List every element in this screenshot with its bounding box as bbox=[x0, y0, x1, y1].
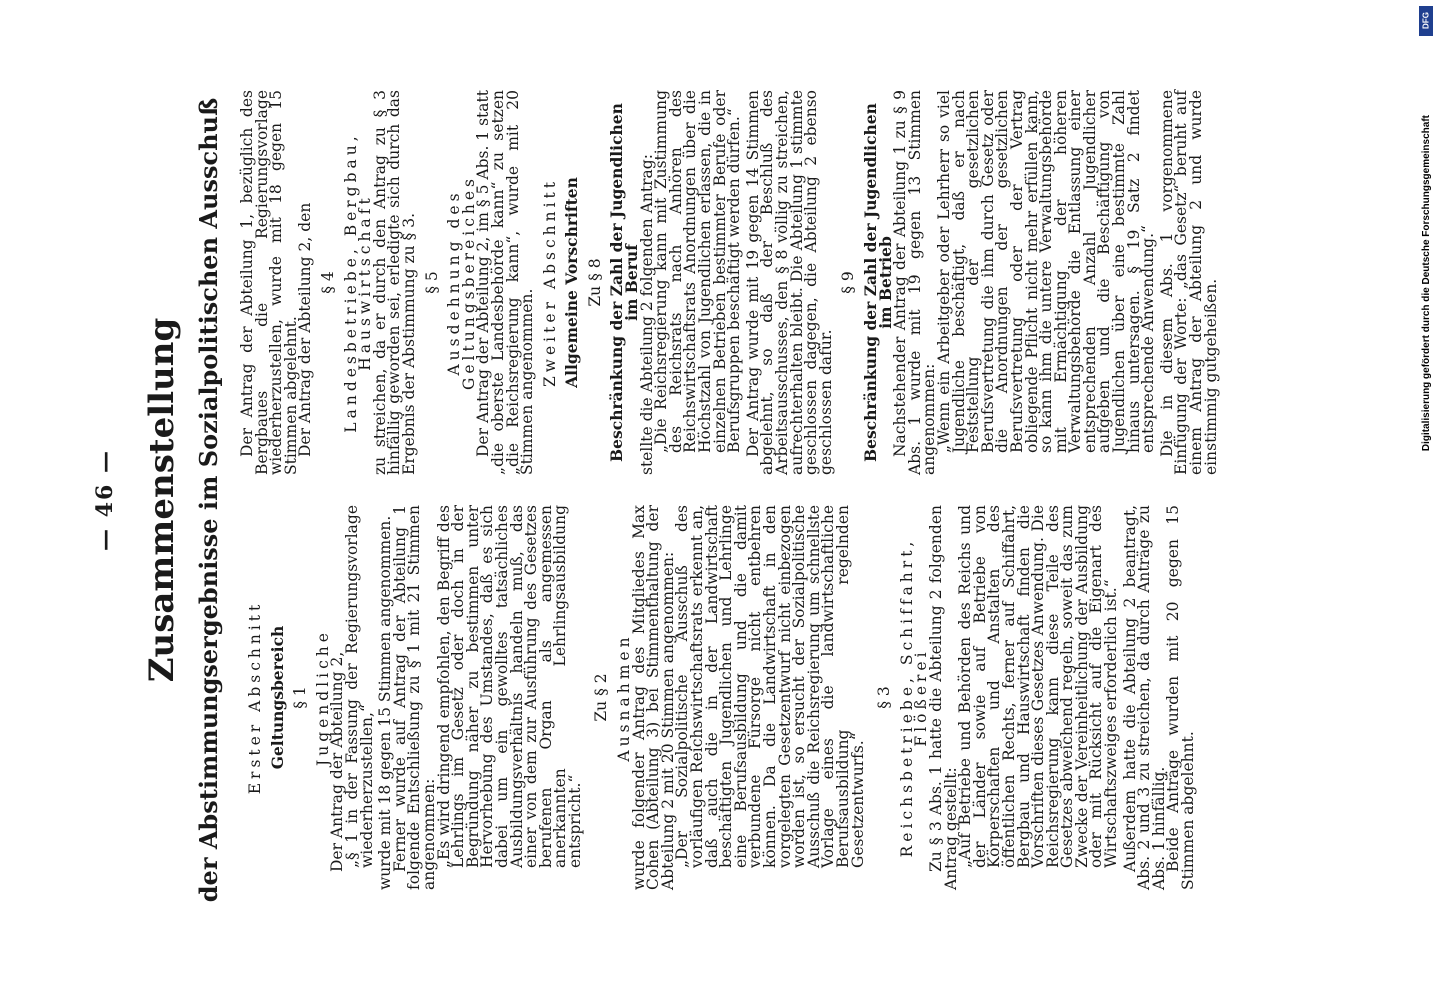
document-title: Zusammenstellung bbox=[142, 317, 182, 683]
left-column-paragraph: Außerdem hatte die Abteilung 2 beantragt, Abs. 2 und 3 zu streichen, da durch Anträge zu Abs. 1 hinfällig. bbox=[1120, 505, 1168, 890]
left-column-paragraph: „§ 1 in der Fassung der Regierungsvorlage wiederherzustellen,“ bbox=[342, 505, 376, 868]
left-column-paragraph: Zu § 3 Abs. 1 hatte die Abteilung 2 folgenden Antrag gestellt: bbox=[926, 505, 960, 890]
right-column-paragraph: „Wenn ein Arbeitgeber oder Lehrherr so viel Jugendliche beschäftigt, daß er nach Feststellung der gesetzlichen Berufsvertretung die ihm durch Gesetz oder die Anordnungen der gesetzlichen Berufsvertretung oder der Vertrag obliegende Pflicht nicht mehr erfüllen kann, so kann ihm die untere Verwaltungsbehörde mit Ermächtigung der höheren Verwaltungsbehörde die Entlassung einer entsprechenden Anzahl Jugendlicher aufgeben und die Beschäftigung von Jugendlichen über eine bestimmte Zahl hinaus untersagen. § 19 Satz 2 findet entsprechende Anwendung.“ bbox=[934, 90, 1158, 453]
left-column-paragraph: Erster Abschnitt bbox=[246, 600, 264, 795]
right-column-paragraph: Der Antrag der Abteilung 2, den bbox=[296, 202, 315, 457]
digitization-credit: Digitalisierung gefördert durch die Deutsche Forschungsgemeinschaft bbox=[1421, 115, 1432, 452]
right-column-paragraph: § 4 bbox=[318, 271, 337, 294]
left-column-paragraph: Ausnahmen bbox=[615, 633, 634, 762]
right-column-paragraph: Zu § 8 bbox=[585, 258, 604, 307]
left-column-paragraph: Ferner wurde auf Antrag der Abteilung 1 folgende Entschließung zu § 1 mit 21 Stimmen angenommen: bbox=[390, 505, 438, 890]
right-column-paragraph: § 9 bbox=[839, 271, 858, 294]
left-column-paragraph: „Der Sozialpolitische Ausschuß des vorläufigen Reichswirtschaftsrats erkennt an, daß auch die in der Landwirtschaft beschäftigten Jugendlichen und Lehrlinge eine Berufsausbildung und die damit verbundene Fürsorge nicht entbehren können. Da die Landwirtschaft in den vorgelegten Gesetzentwurf nicht einbezogen worden ist, so ersucht der Sozialpolitische Ausschuß die Reichsregierung um schnellste Vorlage eines die landwirtschaftliche Berufsausbildung regelnden Gesetzentwurfs.“ bbox=[673, 505, 867, 868]
document-subtitle: der Abstimmungsergebnisse im Sozialpolitischen Ausschuß bbox=[194, 97, 223, 903]
right-column-paragraph: Nachstehender Antrag der Abteilung 1 zu § 9 Abs. 1 wurde mit 19 gegen 13 Stimmen angenommen: bbox=[891, 90, 939, 475]
right-column-paragraph: „Die Reichsregierung kann mit Zustimmung des Reichsrats nach Anhören des Reichswirtschaftsrats Anordnungen über die Höchstzahl von Jugendlichen erlassen, die in einzelnen Betrieben bestimmter Berufe oder Berufsgruppen beschäftigt werden dürfen.“ bbox=[652, 90, 744, 453]
right-column-paragraph: § 5 bbox=[422, 271, 441, 294]
left-column-paragraph: wurde mit 18 gegen 15 Stimmen angenommen. bbox=[376, 515, 395, 890]
right-column-paragraph: Zweiter Abschnitt bbox=[540, 177, 559, 388]
right-column-paragraph: Landesbetriebe, Bergbau, Hauswirtschaft bbox=[341, 132, 375, 433]
left-column-paragraph: wurde folgender Antrag des Mitgliedes Max Cohen (Abteilung 3) bei Stimmenthaltung der Abteilung 2 mit 20 Stimmen angenommen: bbox=[629, 505, 677, 890]
left-text-column bbox=[240, 505, 1196, 890]
digitization-credit-strip bbox=[1418, 0, 1434, 1000]
page-number: — 46 — bbox=[92, 449, 118, 551]
left-column-paragraph: § 3 bbox=[875, 686, 894, 709]
left-column-paragraph: Der Antrag der Abteilung 2, bbox=[328, 651, 347, 872]
left-column-paragraph: Geltungsbereich bbox=[267, 625, 287, 770]
right-column-paragraph: zu streichen, da er durch den Antrag zu § 3 hinfällig geworden sei, erledigte sich durch das Ergebnis der Abstimmung zu § 3. bbox=[370, 90, 418, 475]
right-column-paragraph: Der Antrag der Abteilung 1, bezüglich des Bergbaues die Regierungsvorlage wiederherzustellen, wurde mit 18 gegen 15 Stimmen abgelehnt. bbox=[238, 90, 300, 475]
left-column-paragraph: § 1 bbox=[291, 686, 310, 709]
left-column-paragraph: Zu § 2 bbox=[592, 673, 611, 722]
dfg-logo-icon bbox=[1419, 6, 1433, 36]
right-text-column bbox=[240, 90, 1218, 475]
right-column-paragraph: Beschränkung der Zahl der Jugendlichen im Beruf bbox=[607, 103, 642, 462]
right-column-paragraph: Die in diesem Abs. 1 vorgenommene Einfügung der Worte: „das Gesetz“ beruht auf einem Antrag der Abteilung 2 und wurde einstimmig gutgeheißen. bbox=[1157, 90, 1220, 475]
right-column-paragraph: Beschränkung der Zahl der Jugendlichen im Betrieb bbox=[860, 103, 895, 462]
left-column-paragraph: Beide Anträge wurden mit 20 gegen 15 Stimmen abgelehnt. bbox=[1164, 505, 1198, 890]
left-column-paragraph: „Es wird dringend empfohlen, den Begriff des Lehrlings im Gesetz oder doch in der Begründung näher zu bestimmen unter Hervorhebung des Umstandes, daß es sich dabei um ein gewolltes tatsächliches Ausbildungsverhältnis handeln muß, das einer von dem zur Ausführung des Gesetzes berufenen Organ als angemessen anerkannten Lehrlingsausbildung entspricht.“ bbox=[434, 505, 584, 868]
left-column-paragraph: Reichsbetriebe, Schiffahrt, Flößerei bbox=[897, 537, 931, 858]
right-column-paragraph: stellte die Abteilung 2 folgenden Antrag: bbox=[637, 154, 656, 475]
right-column-paragraph: Der Antrag wurde mit 19 gegen 14 Stimmen abgelehnt, so daß der Beschluß des Arbeitsausschusses, den § 8 völlig zu streichen, aufrechterhalten bleibt. Die Abteilung 1 stimmte geschlossen dagegen, die Abteilung 2 ebenso geschlossen dafür. bbox=[743, 90, 835, 475]
right-column-paragraph: Allgemeine Vorschriften bbox=[562, 177, 582, 388]
right-column-paragraph: Der Antrag der Abteilung 2, im § 5 Abs. 1 statt „die oberste Landesbehörde kann“ zu setzen „die Reichsregierung kann“, wurde mit 20 Stimmen angenommen. bbox=[474, 90, 537, 475]
right-column-paragraph: Ausdehnung des Geltungsbereiches bbox=[445, 175, 478, 391]
left-column-paragraph: „Auf Betriebe und Behörden des Reichs und der Länder sowie auf Betriebe von Körperschaften und Anstalten des öffentlichen Rechts, ferner auf Schiffahrt, Bergbau und Hauswirtschaft finden die Vorschriften dieses Gesetzes Anwendung. Die Reichsregierung kann diese Teile des Gesetzes abweichend regeln, soweit das zum Zwecke der Vereinheitlichung der Ausbildung oder mit Rücksicht auf die Eigenart des Wirtschaftszweiges erforderlich ist.“ bbox=[956, 505, 1121, 868]
dfg-logo-text: DFG bbox=[1421, 12, 1431, 29]
left-column-paragraph: Jugendliche bbox=[313, 629, 332, 766]
